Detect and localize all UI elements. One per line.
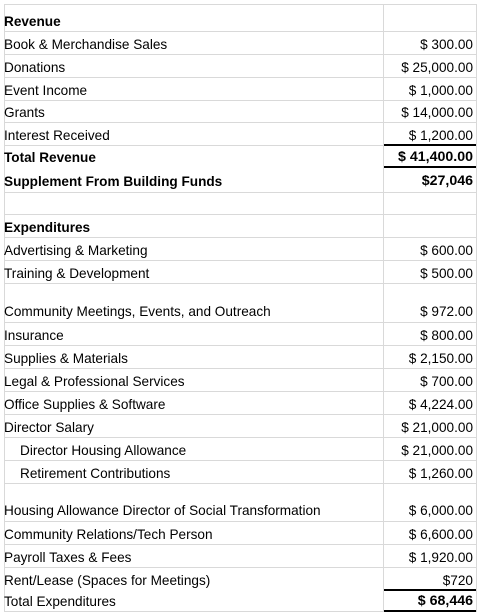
table-row	[0, 521, 482, 544]
row-label: Retirement Contributions	[20, 466, 171, 481]
row-label: Grants	[4, 105, 45, 120]
supplement-row	[0, 167, 482, 192]
table-row	[0, 460, 482, 483]
total-rule	[384, 610, 476, 612]
table-row	[0, 368, 482, 391]
row-value: $ 1,920.00	[408, 550, 473, 565]
row-label: Insurance	[4, 328, 64, 343]
table-row	[0, 483, 482, 521]
row-label: Training & Development	[4, 266, 150, 281]
row-label: Advertising & Marketing	[4, 243, 148, 258]
row-value: $ 14,000.00	[401, 105, 473, 120]
table-row	[0, 567, 482, 590]
table-row	[0, 437, 482, 460]
table-row	[0, 122, 482, 145]
total-revenue-label: Total Revenue	[4, 150, 96, 165]
row-label: Book & Merchandise Sales	[4, 37, 168, 52]
total-expenditures-row	[0, 590, 482, 611]
row-value: $ 21,000.00	[401, 443, 473, 458]
row-label: Director Salary	[4, 420, 94, 435]
table-row	[0, 54, 482, 77]
row-label: Community Meetings, Events, and Outreach	[4, 304, 271, 319]
row-label: Rent/Lease (Spaces for Meetings)	[4, 573, 211, 588]
row-value: $ 1,200.00	[408, 128, 473, 143]
row-value: $ 6,000.00	[408, 503, 473, 518]
total-expenditures-label: Total Expenditures	[4, 594, 116, 609]
table-row	[0, 391, 482, 414]
row-label: Payroll Taxes & Fees	[4, 550, 132, 565]
row-label: Director Housing Allowance	[20, 443, 187, 458]
row-value: $ 500.00	[420, 266, 473, 281]
total-revenue-row	[0, 145, 482, 167]
row-value: $ 972.00	[420, 304, 473, 319]
row-value: $ 1,000.00	[408, 83, 473, 98]
table-row	[0, 414, 482, 437]
total-expenditures-value: $ 68,446	[417, 593, 473, 609]
table-row	[0, 237, 482, 260]
row-value: $ 21,000.00	[401, 420, 473, 435]
row-value: $ 700.00	[420, 374, 473, 389]
row-value: $ 300.00	[420, 37, 473, 52]
row-value: $ 1,260.00	[408, 466, 473, 481]
total-revenue-value: $ 41,400.00	[398, 149, 473, 165]
row-label: Community Relations/Tech Person	[4, 527, 213, 542]
table-row	[0, 77, 482, 100]
row-value: $ 4,224.00	[408, 397, 473, 412]
row-label: Supplies & Materials	[4, 351, 128, 366]
revenue-heading-row	[0, 4, 482, 31]
row-value: $ 800.00	[420, 328, 473, 343]
table-row	[0, 322, 482, 345]
supplement-value: $27,046	[421, 173, 473, 189]
table-row	[0, 260, 482, 283]
row-label: Legal & Professional Services	[4, 374, 185, 389]
row-value: $ 6,600.00	[408, 527, 473, 542]
table-row	[0, 100, 482, 122]
table-row	[0, 544, 482, 567]
row-label: Interest Received	[4, 128, 110, 143]
row-value: $ 600.00	[420, 243, 473, 258]
row-label: Donations	[4, 60, 66, 75]
row-label: Office Supplies & Software	[4, 397, 166, 412]
row-label: Event Income	[4, 83, 88, 98]
row-value: $ 2,150.00	[408, 351, 473, 366]
revenue-heading: Revenue	[4, 14, 61, 29]
grid-line	[4, 192, 477, 193]
table-row	[0, 31, 482, 54]
table-row	[0, 283, 482, 322]
expenditures-heading: Expenditures	[4, 220, 91, 235]
table-row	[0, 345, 482, 368]
expenditures-heading-row	[0, 214, 482, 237]
row-value: $ 25,000.00	[401, 60, 473, 75]
supplement-label: Supplement From Building Funds	[4, 174, 223, 189]
row-value: $720	[442, 573, 473, 588]
row-label: Housing Allowance Director of Social Transformation	[4, 503, 321, 518]
